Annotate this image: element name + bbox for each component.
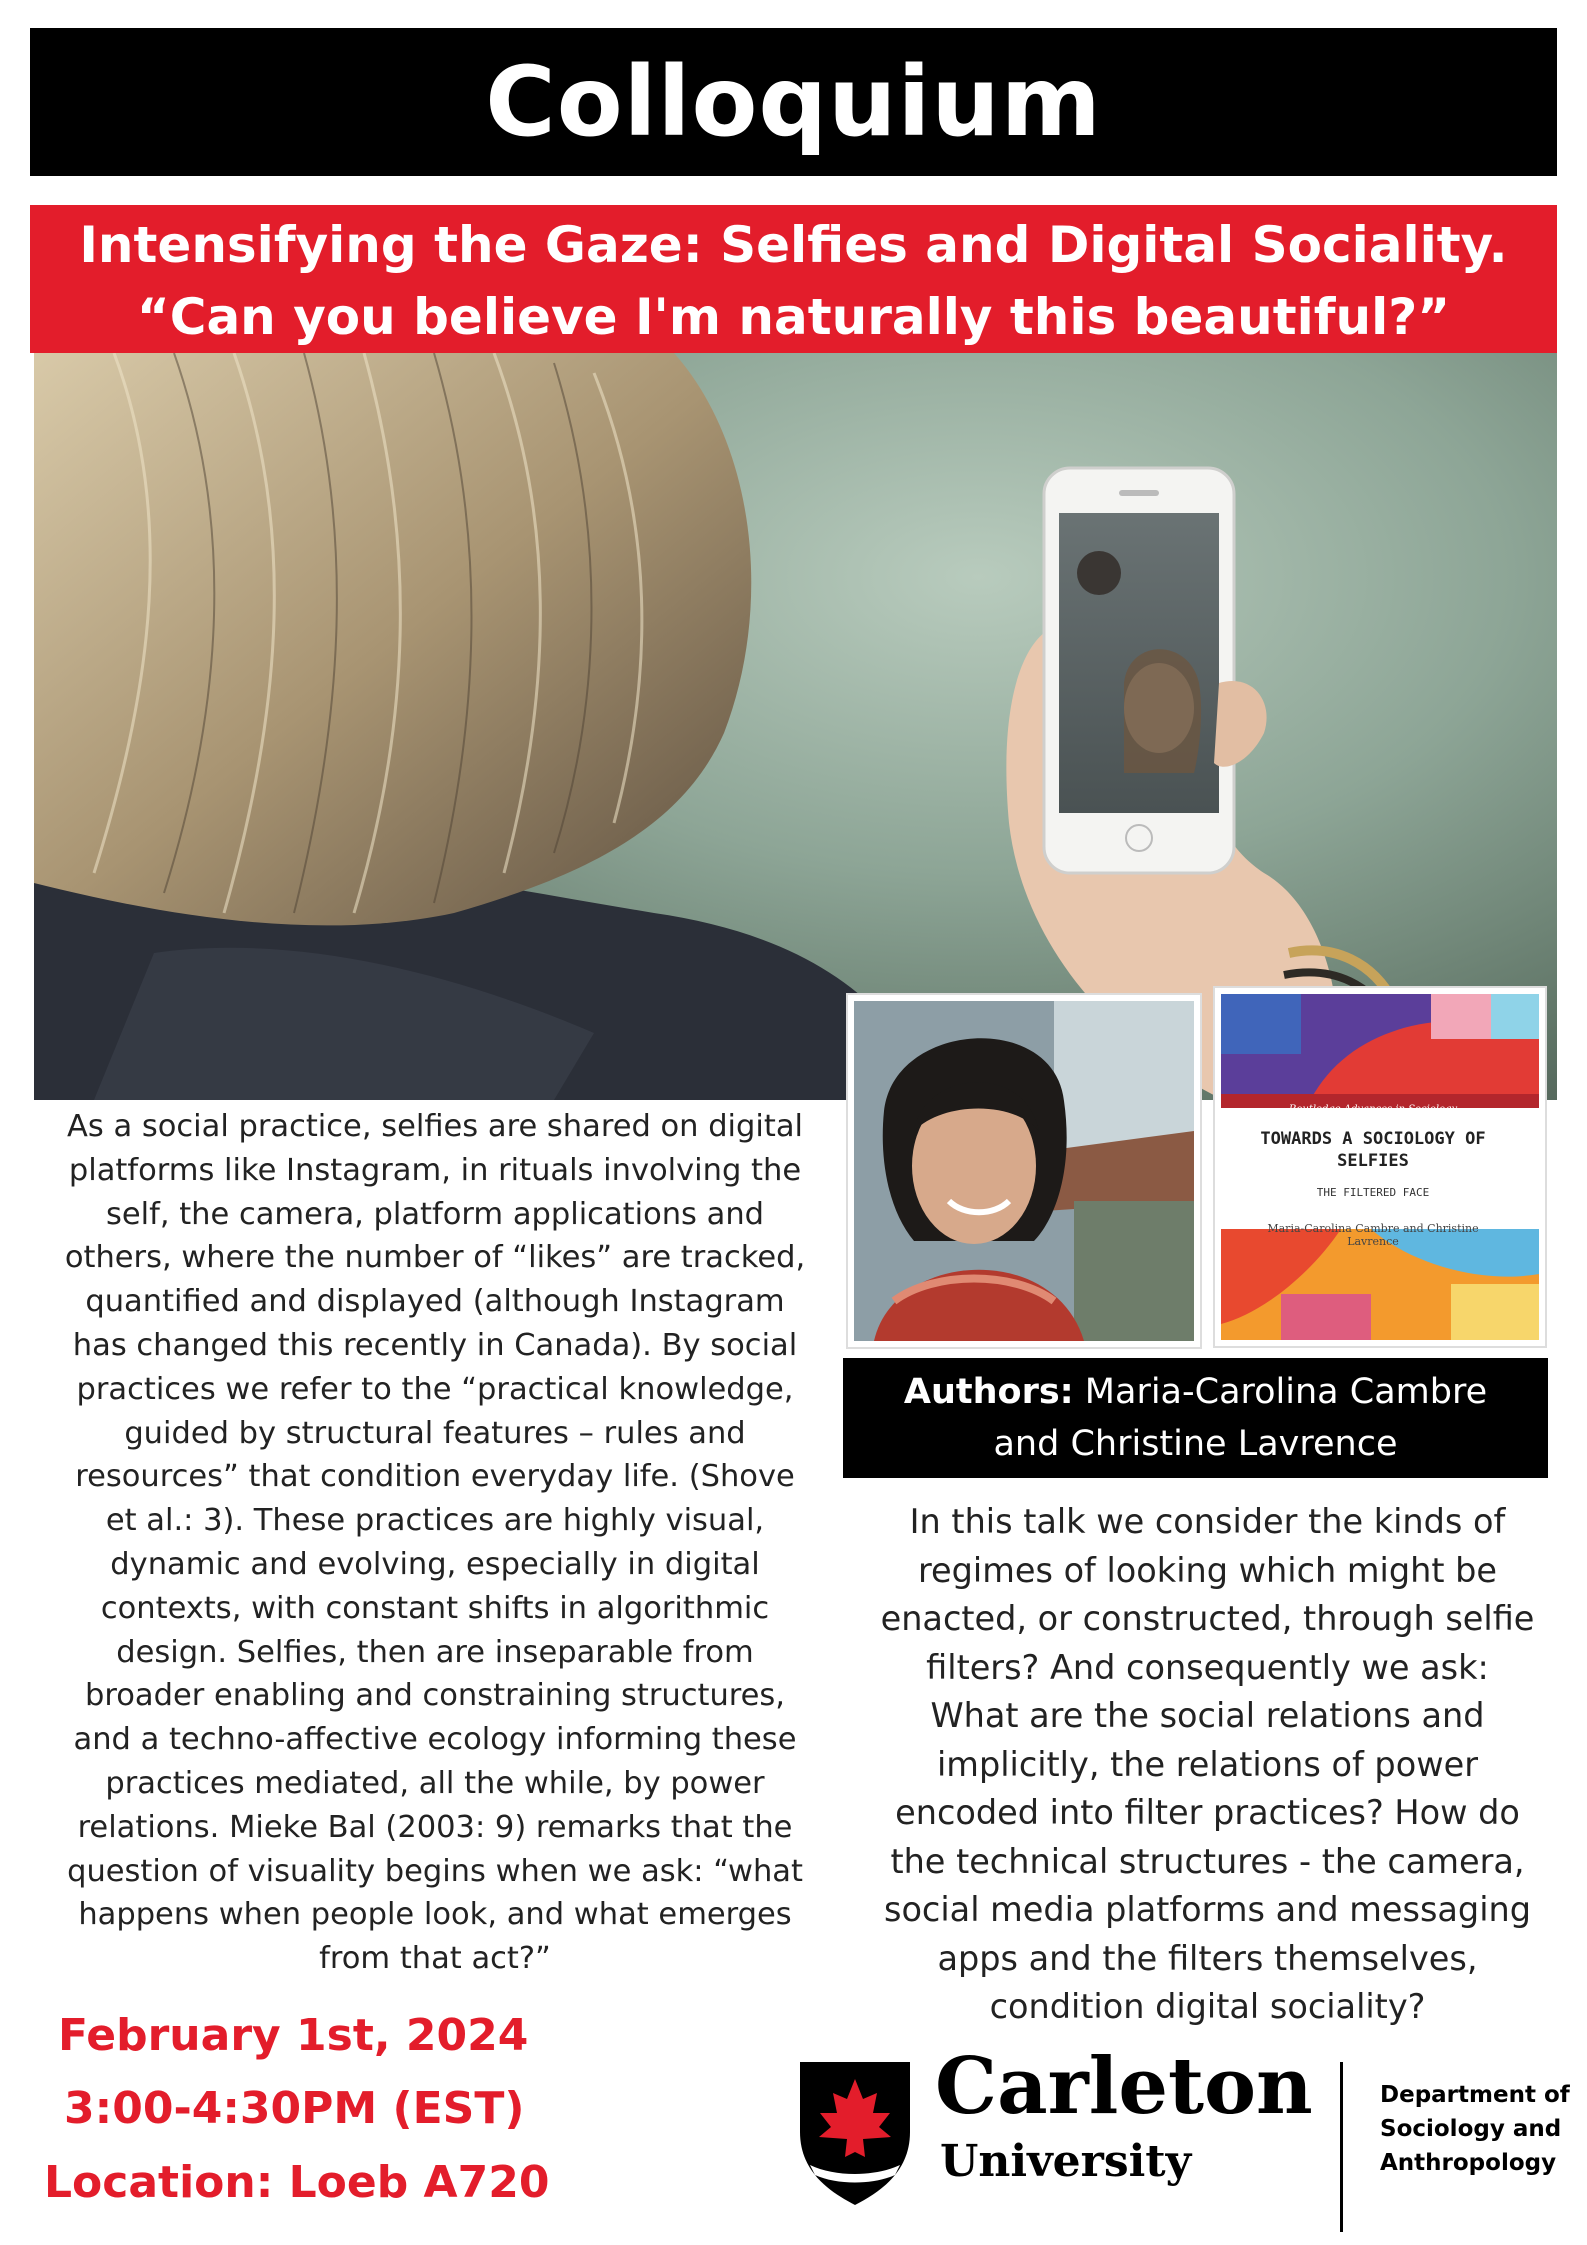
event-time: 3:00-4:30PM (EST) bbox=[64, 2083, 525, 2134]
book-title: TOWARDS A SOCIOLOGY OF SELFIES bbox=[1260, 1129, 1486, 1171]
author-names-line1: Maria-Carolina Cambre bbox=[1073, 1372, 1488, 1412]
text-line: practices we refer to the “practical knowledge, bbox=[76, 1371, 794, 1407]
talk-title: Intensifying the Gaze: Selfies and Digital Sociality. bbox=[79, 216, 1508, 274]
text-line: has changed this recently in Canada). By social bbox=[72, 1327, 798, 1363]
dept-line: Sociology and bbox=[1380, 2116, 1562, 2142]
text-line: quantified and displayed (although Instagram bbox=[85, 1284, 785, 1320]
text-line: practices mediated, all the while, by power bbox=[105, 1765, 765, 1801]
authors-box bbox=[843, 1358, 1548, 1478]
text-line: As a social practice, selfies are shared on digital bbox=[67, 1109, 803, 1144]
text-line: broader enabling and constraining structures, bbox=[85, 1678, 785, 1714]
book-series: Routledge Advances in Sociology bbox=[1288, 1104, 1458, 1115]
text-line: design. Selfies, then are inseparable from bbox=[116, 1634, 754, 1670]
text-line: enacted, or constructed, through selfie bbox=[880, 1599, 1535, 1638]
department-name bbox=[1380, 2078, 1570, 2180]
author-photo bbox=[848, 995, 1200, 1347]
event-location: Location: Loeb A720 bbox=[44, 2157, 550, 2208]
text-line: regimes of looking which might be bbox=[918, 1550, 1497, 1590]
text-line: encoded into filter practices? How do bbox=[895, 1793, 1520, 1832]
carleton-wordmark: Carleton bbox=[935, 2041, 1313, 2132]
text-line: from that act?” bbox=[319, 1941, 551, 1977]
description-right bbox=[855, 1498, 1560, 2032]
dept-line: Department of bbox=[1380, 2082, 1570, 2108]
text-line: contexts, with constant shifts in algorithmic bbox=[100, 1590, 770, 1626]
authors-label: Authors: bbox=[903, 1372, 1074, 1412]
text-line: self, the camera, platform applications and bbox=[105, 1196, 765, 1232]
book-subtitle: THE FILTERED FACE bbox=[1316, 1186, 1430, 1199]
book-authors: Maria-Carolina Cambre and Christine Lavrence bbox=[1267, 1222, 1479, 1248]
text-line: resources” that condition everyday life. (Shove bbox=[75, 1459, 795, 1495]
text-line: guided by structural features – rules and bbox=[124, 1415, 746, 1451]
university-wordmark: University bbox=[940, 2136, 1192, 2187]
text-line: et al.: 3). These practices are highly visual, bbox=[105, 1503, 765, 1539]
event-date: February 1st, 2024 bbox=[58, 2010, 529, 2061]
text-line: others, where the number of “likes” are tracked, bbox=[64, 1240, 806, 1276]
text-line: implicitly, the relations of power bbox=[937, 1744, 1478, 1784]
text-line: happens when people look, and what emerges bbox=[78, 1897, 792, 1933]
text-line: and a techno-affective ecology informing these bbox=[73, 1722, 797, 1758]
text-line: social media platforms and messaging bbox=[883, 1890, 1532, 1929]
logo-divider bbox=[1340, 2062, 1343, 2232]
dept-line: Anthropology bbox=[1380, 2150, 1557, 2176]
text-line: What are the social relations and bbox=[930, 1696, 1485, 1735]
colloquium-header bbox=[30, 28, 1557, 176]
talk-quote: “Can you believe I'm naturally this beautiful?” bbox=[136, 288, 1451, 346]
text-line: platforms like Instagram, in rituals involving the bbox=[68, 1152, 802, 1188]
text-line: the technical structures - the camera, bbox=[890, 1841, 1525, 1881]
author-names-line2: and Christine Lavrence bbox=[993, 1424, 1398, 1464]
page-title: Colloquium bbox=[485, 46, 1102, 158]
text-line: condition digital sociality? bbox=[989, 1987, 1426, 2026]
text-line: filters? And consequently we ask: bbox=[926, 1647, 1489, 1687]
talk-title-band bbox=[30, 205, 1557, 353]
description-left bbox=[50, 1105, 820, 1981]
text-line: dynamic and evolving, especially in digital bbox=[110, 1546, 760, 1582]
carleton-shield-icon bbox=[795, 2057, 915, 2211]
text-line: apps and the filters themselves, bbox=[937, 1938, 1478, 1978]
text-line: In this talk we consider the kinds of bbox=[909, 1502, 1506, 1541]
text-line: question of visuality begins when we ask: “what bbox=[67, 1853, 803, 1889]
text-line: relations. Mieke Bal (2003: 9) remarks that the bbox=[77, 1809, 793, 1845]
